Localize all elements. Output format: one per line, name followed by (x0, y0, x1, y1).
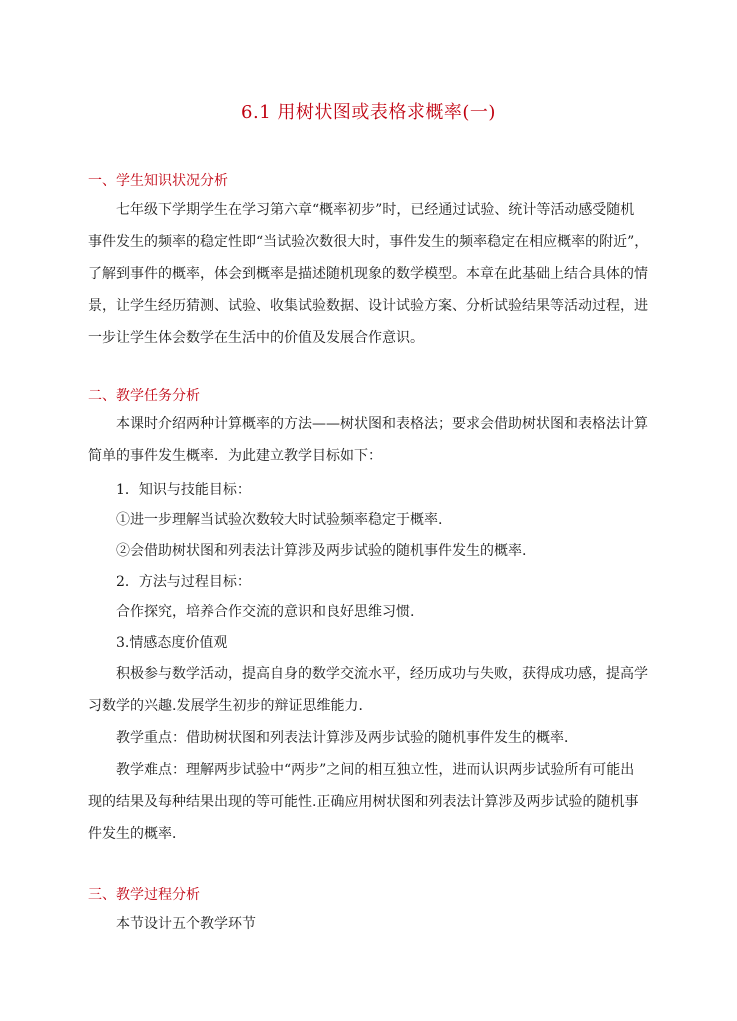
key-point: 教学重点：借助树状图和列表法计算涉及两步试验的随机事件发生的概率． (116, 730, 578, 746)
paragraph-line: 件发生的概率． (88, 826, 186, 842)
paragraph-line: 本课时介绍两种计算概率的方法——树状图和表格法；要求会借助树状图和表格法计算 (116, 416, 648, 432)
paragraph-line: 了解到事件的概率，体会到概率是描述随机现象的数学模型。本章在此基础上结合具体的情 (88, 266, 648, 282)
goal-3-title: 3.情感态度价值观 (116, 635, 228, 651)
difficulty-paragraph (88, 760, 650, 856)
paragraph-line: 现的结果及每种结果出现的等可能性.正确应用树状图和列表法计算涉及两步试验的随机事 (88, 794, 639, 810)
section-2-intro (88, 414, 650, 478)
paragraph-line: 简单的事件发生概率．为此建立教学目标如下： (88, 448, 382, 464)
section-3-heading: 三、教学过程分析 (88, 887, 200, 903)
document-title: 6.1 用树状图或表格求概率(一) (241, 102, 496, 123)
paragraph-line: 事件发生的频率的稳定性即“当试验次数很大时，事件发生的频率稳定在相应概率的附近”， (88, 234, 649, 250)
section-3-text: 本节设计五个教学环节 (116, 916, 256, 932)
paragraph-line: 景，让学生经历猜测、试验、收集试验数据、设计试验方案、分析试验结果等活动过程，进 (88, 298, 648, 314)
paragraph-line: 一步让学生体会数学在生活中的价值及发展合作意识。 (88, 330, 424, 346)
goal-1-item-2: ②会借助树状图和列表法计算涉及两步试验的随机事件发生的概率. (116, 543, 527, 559)
goal-1-item-1: ①进一步理解当试验次数较大时试验频率稳定于概率. (116, 512, 443, 528)
goal-3-paragraph (88, 664, 650, 728)
paragraph-line: 教学难点：理解两步试验中“两步”之间的相互独立性，进而认识两步试验所有可能出 (116, 762, 635, 778)
goal-1-title: 1．知识与技能目标： (116, 482, 251, 498)
goal-2-title: 2．方法与过程目标： (116, 574, 251, 590)
section-1-paragraph (88, 200, 650, 360)
paragraph-line: 习数学的兴趣.发展学生初步的辩证思维能力． (88, 698, 373, 714)
section-2-heading: 二、教学任务分析 (88, 388, 200, 404)
paragraph-line: 积极参与数学活动，提高自身的数学交流水平，经历成功与失败，获得成功感，提高学 (116, 666, 648, 682)
paragraph-line: 七年级下学期学生在学习第六章“概率初步”时，已经通过试验、统计等活动感受随机 (116, 202, 635, 218)
goal-2-text: 合作探究，培养合作交流的意识和良好思维习惯. (116, 604, 415, 620)
section-1-heading: 一、学生知识状况分析 (88, 173, 228, 189)
